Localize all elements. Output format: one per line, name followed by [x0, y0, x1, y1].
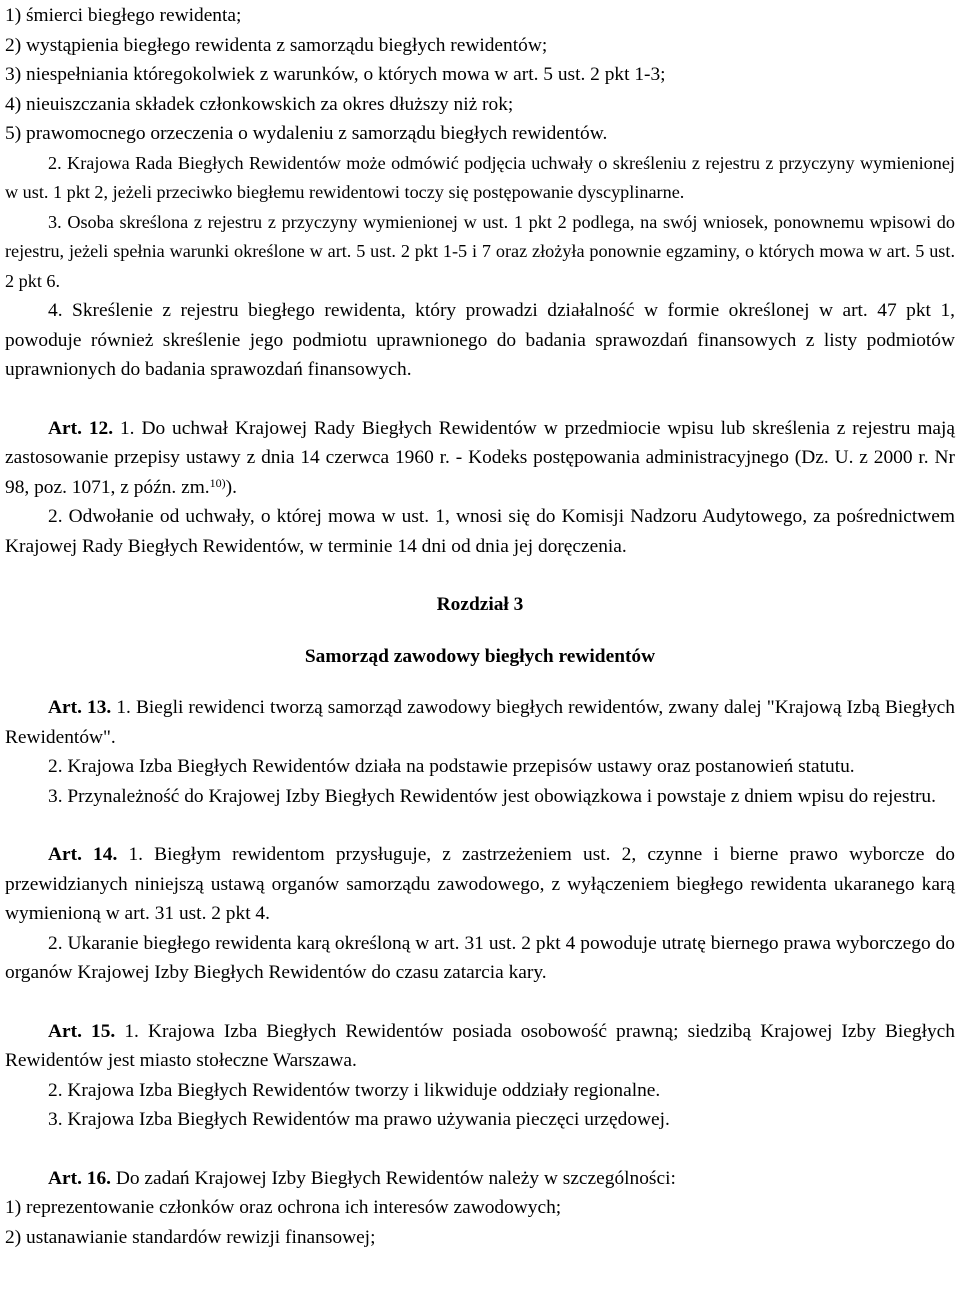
art11-paragraph-2: 2. Krajowa Rada Biegłych Rewidentów może odmówić podjęcia uchwały o skreśleniu z rejestru z przyczyny wymienionej w ust. 1 pkt 2, jeżeli przeciwko biegłemu rewidentowi toczy się postępowanie dyscyplinarne.: [5, 152, 955, 202]
art15-label: Art. 15.: [48, 1020, 116, 1042]
spacer: [5, 385, 955, 414]
art15-paragraph-2: 2. Krajowa Izba Biegłych Rewidentów tworzy i likwiduje oddziały regionalne.: [48, 1079, 661, 1101]
chapter-title: Samorząd zawodowy biegłych rewidentów: [304, 645, 656, 667]
art12-text-end: ).: [225, 476, 237, 498]
spacer: [5, 811, 955, 840]
footnote-ref: 10): [209, 475, 226, 490]
art13-label: Art. 13.: [48, 697, 112, 718]
art13-paragraph-1: [5, 693, 955, 752]
art13-paragraph-3: 3. Przynależność do Krajowej Izby Biegłych Rewidentów jest obowiązkowa i powstaje z dniem wpisu do rejestru.: [48, 785, 936, 807]
art11-paragraph-3: 3. Osoba skreślona z rejestru z przyczyny wymienionej w ust. 1 pkt 2 podlega, na swój wniosek, ponownemu wpisowi do rejestru, jeżeli spełnia warunki określone w art. 5 ust. 2 pkt 1-5 i 7 oraz złożyła ponownie egzaminy, o których mowa w art. 5 ust. 2 pkt 6.: [5, 211, 955, 291]
list-item: 4) nieuiszczania składek członkowskich za okres dłuższy niż rok;: [5, 93, 514, 115]
list-item: 1) śmierci biegłego rewidenta;: [5, 5, 242, 26]
list-top: [5, 1, 955, 149]
art15-paragraph-1: [5, 1017, 955, 1076]
art16-label: Art. 16.: [48, 1167, 112, 1189]
art15-text: 1. Krajowa Izba Biegłych Rewidentów posiada osobowość prawną; siedzibą Krajowej Izby Biegłych Rewidentów jest miasto stołeczne Warszawa.: [5, 1020, 955, 1071]
art14-paragraph-2: 2. Ukaranie biegłego rewidenta karą określoną w art. 31 ust. 2 pkt 4 powoduje utratę biernego prawa wyborczego do organów Krajowej Izby Biegłych Rewidentów do czasu zatarcia kary.: [5, 932, 955, 983]
art12-text: 1. Do uchwał Krajowej Rady Biegłych Rewidentów w przedmiocie wpisu lub skreślenia z rejestru mają zastosowanie przepisy ustawy z dnia 14 czerwca 1960 r. - Kodeks postępowania administracyjnego (Dz. U. z 2000 r. Nr 98, poz. 1071, z późn. zm.: [5, 417, 955, 498]
spacer: [5, 988, 955, 1017]
list-item: 3) niespełniania któregokolwiek z warunków, o których mowa w art. 5 ust. 2 pkt 1-3;: [5, 64, 666, 85]
list-item: 2) wystąpienia biegłego rewidenta z samorządu biegłych rewidentów;: [5, 34, 548, 56]
art11-paragraph-4: 4. Skreślenie z rejestru biegłego rewidenta, który prowadzi działalność w formie określonej w art. 47 pkt 1, powoduje również skreślenie jego podmiotu uprawnionego do badania sprawozdań finansowych z listy podmiotów uprawnionych do badania sprawozdań finansowych.: [5, 300, 955, 380]
art16-text: Do zadań Krajowej Izby Biegłych Rewidentów należy w szczególności:: [111, 1167, 676, 1189]
art12-paragraph-1: [5, 414, 955, 503]
art15-paragraph-3: 3. Krajowa Izba Biegłych Rewidentów ma prawo używania pieczęci urzędowej.: [48, 1109, 670, 1130]
art14-paragraph-1: [5, 840, 955, 929]
art13-text: 1. Biegli rewidenci tworzą samorząd zawodowy biegłych rewidentów, zwany dalej "Krajową Izbą Biegłych Rewidentów".: [5, 697, 955, 748]
art12-paragraph-2: 2. Odwołanie od uchwały, o której mowa w ust. 1, wnosi się do Komisji Nadzoru Audytowego, za pośrednictwem Krajowej Rady Biegłych Rewidentów, w terminie 14 dni od dnia jej doręczenia.: [5, 506, 955, 557]
list-item: 2) ustanawianie standardów rewizji finansowej;: [5, 1226, 376, 1248]
art14-label: Art. 14.: [48, 844, 118, 865]
art13-paragraph-2: 2. Krajowa Izba Biegłych Rewidentów działa na podstawie przepisów ustawy oraz postanowień statutu.: [48, 756, 855, 777]
art14-text: 1. Biegłym rewidentom przysługuje, z zastrzeżeniem ust. 2, czynne i bierne prawo wyborcze do przewidzianych niniejszą ustawą organów samorządu zawodowego, z wyłączeniem biegłego rewidenta ukaranego karą wymienioną w art. 31 ust. 2 pkt 4.: [5, 844, 955, 924]
spacer: [5, 561, 955, 590]
art12-label: Art. 12.: [48, 417, 114, 439]
list-item: 1) reprezentowanie członków oraz ochrona ich interesów zawodowych;: [5, 1197, 562, 1218]
chapter-number: Rozdział 3: [436, 594, 524, 615]
list-item: 5) prawomocnego orzeczenia o wydaleniu z samorządu biegłych rewidentów.: [5, 123, 608, 144]
spacer: [5, 620, 955, 642]
art16-intro: [5, 1164, 955, 1194]
spacer: [5, 671, 955, 693]
spacer: [5, 1135, 955, 1164]
